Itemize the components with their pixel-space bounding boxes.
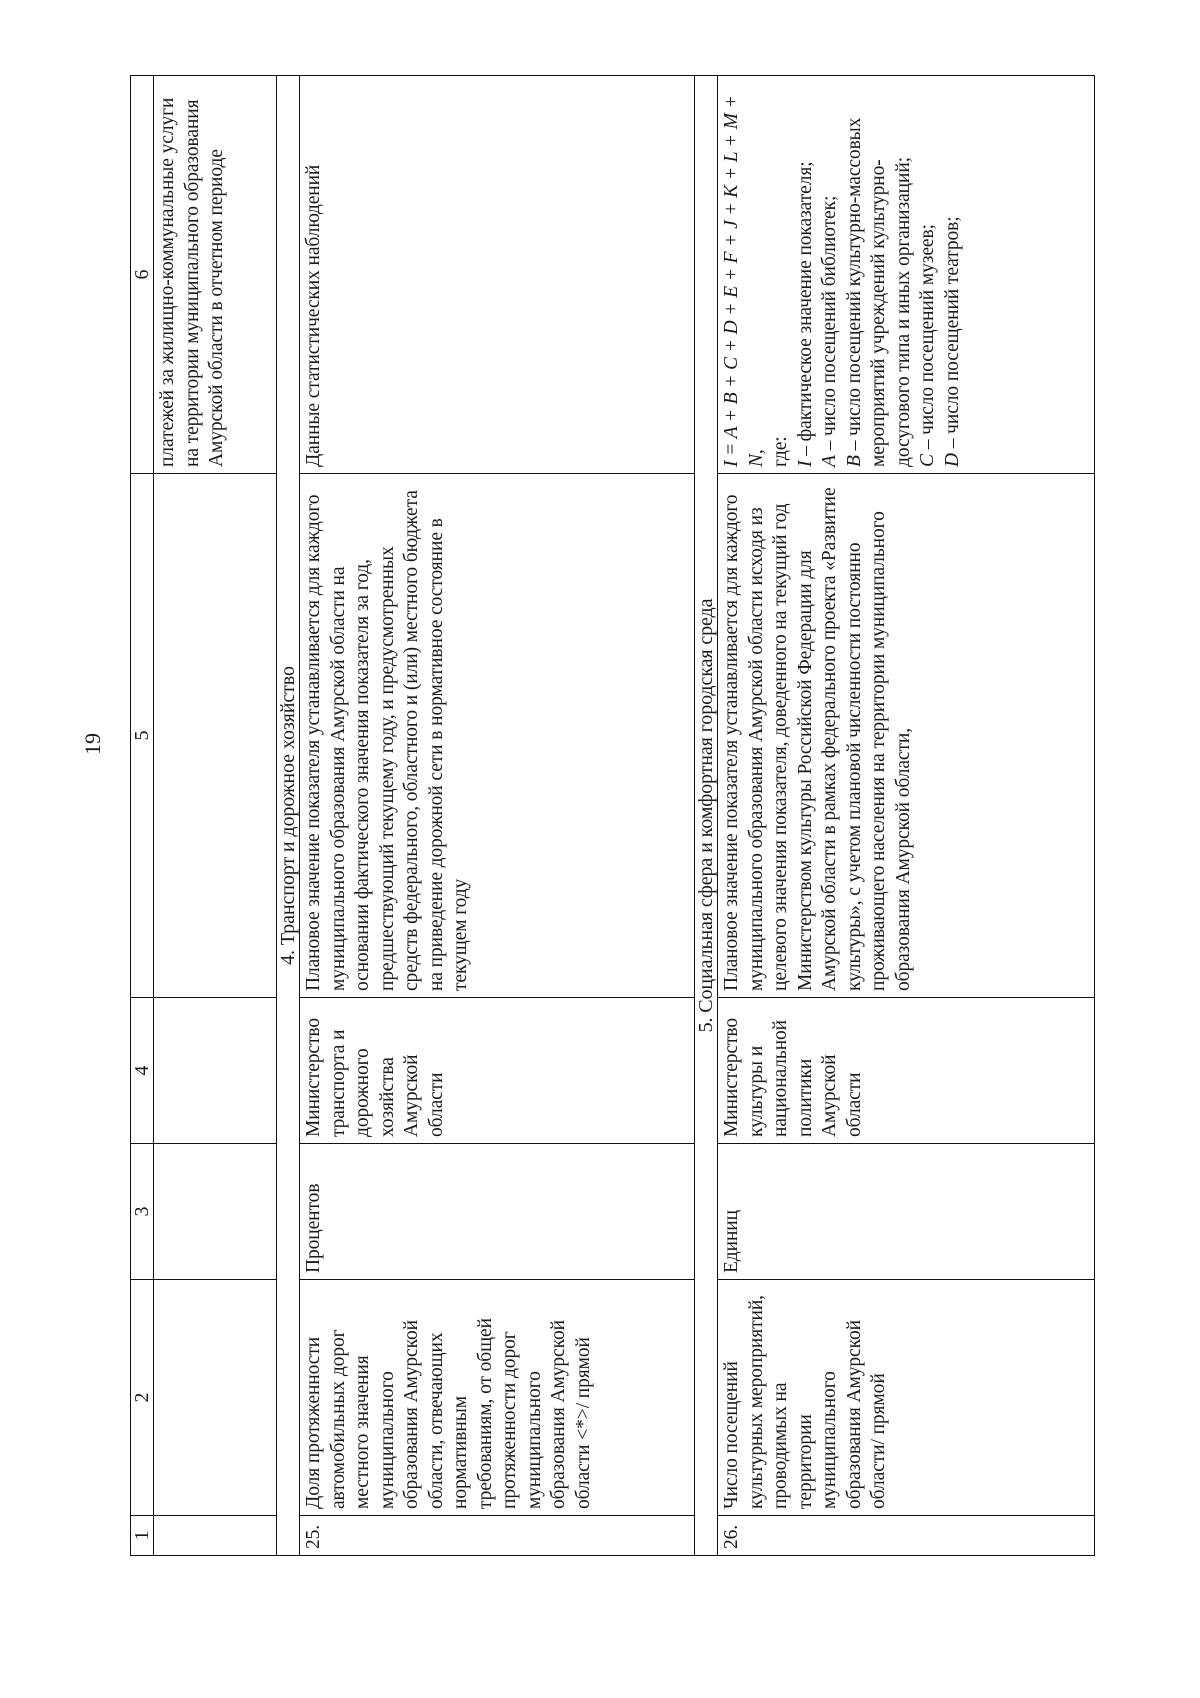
continuation-row bbox=[154, 76, 277, 1556]
method-item-var: I bbox=[794, 460, 816, 467]
unit-cell: Процентов bbox=[300, 1144, 695, 1280]
method-item bbox=[794, 82, 819, 467]
table-cell bbox=[154, 474, 277, 998]
method-item-var: C bbox=[917, 454, 938, 467]
section-title: 4. Транспорт и дорожное хозяйство bbox=[277, 76, 300, 1556]
table-cell bbox=[154, 1144, 277, 1280]
continuation-method-cell: платежей за жилищно-коммунальные услуги на территории муниципального образования Амурской области в отчетном периоде bbox=[154, 76, 277, 474]
method-cell: Данные статистических наблюдений bbox=[300, 76, 695, 474]
table-row bbox=[718, 76, 1095, 1556]
method-item-text: – число посещений библиотек; bbox=[819, 195, 840, 456]
table-cell bbox=[154, 998, 277, 1144]
header-cell: 5 bbox=[131, 474, 154, 998]
method-item-var: D bbox=[941, 453, 963, 467]
method-item-var: B bbox=[843, 455, 865, 467]
method-item bbox=[818, 82, 843, 467]
responsible-cell: Министерство транспорта и дорожного хозяйства Амурской области bbox=[300, 998, 695, 1144]
method-item-text: – число посещений культурно-массовых мероприятий учреждений культурно-досугового типа и иных организаций; bbox=[843, 117, 914, 467]
table-cell bbox=[154, 1280, 277, 1516]
method-item bbox=[916, 82, 941, 467]
responsible-cell: Министерство культуры и национальной политики Амурской области bbox=[718, 998, 1095, 1144]
row-number: 26. bbox=[718, 1516, 1095, 1556]
method-item bbox=[843, 82, 917, 467]
header-cell: 1 bbox=[131, 1516, 154, 1556]
indicators-table bbox=[130, 75, 1095, 1556]
page-number: 19 bbox=[80, 733, 105, 755]
indicator-name: Число посещений культурных мероприятий, проводимых на территории муниципального образования Амурской области/ прямой bbox=[718, 1280, 1095, 1516]
method-where: где: bbox=[770, 436, 791, 467]
section-title: 5. Социальная сфера и комфортная городская среда bbox=[695, 76, 718, 1556]
table-cell bbox=[154, 1516, 277, 1556]
method-cell bbox=[718, 76, 1095, 474]
header-cell: 3 bbox=[131, 1144, 154, 1280]
method-item-text: – число посещений театров; bbox=[941, 216, 963, 454]
method-item-text: – число посещений музеев; bbox=[917, 224, 938, 455]
header-cell: 6 bbox=[131, 76, 154, 474]
method-item bbox=[941, 82, 966, 467]
section-row bbox=[695, 76, 718, 1556]
method-item-text: – фактическое значение показателя; bbox=[794, 161, 816, 461]
indicator-name: Доля протяженности автомобильных дорог местного значения муниципального образования Амурской области, отвечающих нормативным требованиям, от общей протяженности дорог муниципального образования Амурской области <*>/ прямой bbox=[300, 1280, 695, 1516]
header-cell: 2 bbox=[131, 1280, 154, 1516]
row-number: 25. bbox=[300, 1516, 695, 1556]
plan-cell: Плановое значение показателя устанавливается для каждого муниципального образования Амурской области на основании фактического значения показателя за год, предшествующий текущему году, и предусмотренных средств федерального, областного и (или) местного бюджета на приведение дорожной сети в нормативное состояние в текущем году bbox=[300, 474, 695, 998]
unit-cell: Единиц bbox=[718, 1144, 1095, 1280]
section-row bbox=[277, 76, 300, 1556]
rotated-table-container bbox=[130, 76, 1090, 1556]
header-row bbox=[131, 76, 154, 1556]
plan-cell: Плановое значение показателя устанавливается для каждого муниципального образования Амурской области исходя из целевого значения показателя, доведенного на текущий год Министерством культуры Российской Федерации для Амурской области в рамках федерального проекта «Развитие культуры», с учетом плановой численности постоянно проживающего населения на территории муниципального образования Амурской области, bbox=[718, 474, 1095, 998]
header-cell: 4 bbox=[131, 998, 154, 1144]
method-formula: I = A + B + C + D + E + F + J + K + L + M + N, bbox=[721, 95, 767, 467]
table-row bbox=[300, 76, 695, 1556]
method-item-var: A bbox=[819, 455, 840, 467]
